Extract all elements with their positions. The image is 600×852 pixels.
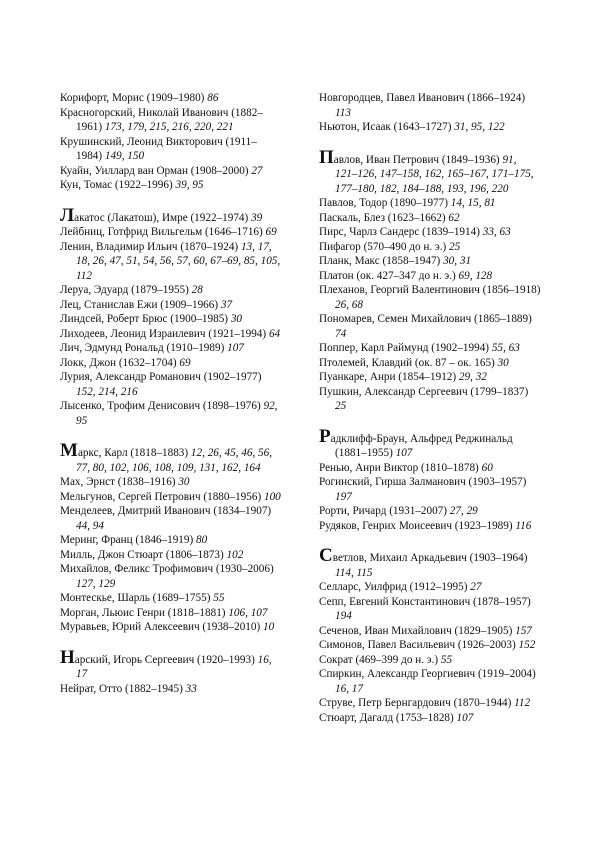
index-entry xyxy=(60,164,282,179)
entry-name: Сепп, Евгений Константинович (1878–1957) xyxy=(319,595,531,608)
index-entry xyxy=(319,711,541,726)
index-letter-group xyxy=(60,204,282,429)
entry-page-numbers: 107 xyxy=(456,711,474,724)
index-entry xyxy=(60,399,282,428)
entry-name: Кун, Томас (1922–1996) xyxy=(60,179,173,191)
entry-page-numbers: 31, 95, 122 xyxy=(454,121,505,133)
entry-page-numbers: 197 xyxy=(335,490,352,503)
entry-page-numbers: 69 xyxy=(179,356,191,369)
entry-name: Лейбниц, Готфрид Вильгельм (1646–1716) xyxy=(60,226,263,238)
entry-page-numbers: 112 xyxy=(514,697,531,709)
index-entry xyxy=(319,146,541,197)
entry-page-numbers: 106, 107 xyxy=(228,606,268,619)
entry-name: Ренью, Анри Виктор (1810–1878) xyxy=(319,461,479,474)
entry-name: Морган, Льюис Генри (1818–1881) xyxy=(60,606,226,619)
entry-name: адклифф-Браун, Альфред Реджинальд (1881–1955) xyxy=(330,432,513,459)
entry-page-numbers: 107 xyxy=(227,342,244,354)
entry-page-numbers: 100 xyxy=(263,490,281,503)
entry-page-numbers: 91, 121–126, 147–158, 162, 165–167, 171–175, 177–180, 182, 184–188, 193, 196, 220 xyxy=(335,153,534,195)
entry-name: Лец, Станислав Ежи (1909–1966) xyxy=(60,298,219,311)
entry-page-numbers: 69, 128 xyxy=(458,269,493,282)
entry-page-numbers: 114, 115 xyxy=(335,566,373,579)
index-letter-group xyxy=(319,146,541,414)
index-entry xyxy=(60,312,282,327)
index-entry xyxy=(60,91,282,106)
entry-name: Пифагор (570–490 до н. э.) xyxy=(319,240,447,253)
index-entry xyxy=(319,696,541,711)
entry-name: аркс, Карл (1818–1883) xyxy=(77,447,189,459)
entry-page-numbers: 12, 26, 45, 46, 56, 77, 80, 102, 106, 108, 109, 131, 162, 164 xyxy=(76,447,273,474)
entry-page-numbers: 152 xyxy=(518,639,536,651)
index-entry xyxy=(319,120,541,135)
index-entry xyxy=(319,225,541,240)
entry-name: Лиходеев, Леонид Израилевич (1921–1994) xyxy=(60,327,267,340)
entry-name: ветлов, Михаил Аркадьевич (1903–1964) xyxy=(332,552,528,564)
entry-page-numbers: 194 xyxy=(335,610,352,622)
entry-page-numbers: 92, 95 xyxy=(76,400,278,427)
entry-page-numbers: 25 xyxy=(335,400,347,412)
entry-page-numbers: 26, 68 xyxy=(335,298,363,311)
index-entry xyxy=(319,624,541,639)
index-entry xyxy=(319,254,541,269)
entry-name: Ньютон, Исаак (1643–1727) xyxy=(319,121,452,133)
entry-name: Павлов, Тодор (1890–1977) xyxy=(319,197,448,209)
section-initial-letter: Н xyxy=(60,646,75,668)
index-letter-group xyxy=(319,425,541,534)
entry-page-numbers: 64 xyxy=(268,327,281,340)
entry-name: Симонов, Павел Васильевич (1926–2003) xyxy=(319,639,516,651)
entry-page-numbers: 44, 94 xyxy=(76,519,104,532)
entry-page-numbers: 113 xyxy=(335,106,351,119)
entry-page-numbers: 30, 31 xyxy=(443,255,472,267)
entry-name: Куайн, Уиллард ван Орман (1908–2000) xyxy=(60,164,249,177)
index-entry xyxy=(60,327,282,342)
entry-name: Менделеев, Дмитрий Иванович (1834–1907) xyxy=(60,505,272,517)
index-entry xyxy=(319,595,541,624)
index-entry xyxy=(319,461,541,476)
entry-name: Нейрат, Отто (1882–1945) xyxy=(60,682,183,695)
entry-page-numbers: 30 xyxy=(178,476,190,488)
entry-page-numbers: 55, 63 xyxy=(491,342,520,354)
entry-page-numbers: 33 xyxy=(185,682,197,695)
entry-page-numbers: 55 xyxy=(440,653,453,666)
index-entry xyxy=(319,269,541,284)
index-entry xyxy=(319,653,541,668)
entry-page-numbers: 25 xyxy=(449,240,461,253)
index-entry xyxy=(319,580,541,595)
entry-page-numbers: 55 xyxy=(213,592,225,604)
index-entry xyxy=(319,638,541,653)
entry-page-numbers: 27 xyxy=(251,164,263,177)
entry-name: Леруа, Эдуард (1879–1955) xyxy=(60,284,189,296)
entry-name: Лысенко, Трофим Денисович (1898–1976) xyxy=(60,400,261,412)
entry-page-numbers: 16, 17 xyxy=(76,653,272,680)
entry-page-numbers: 127, 129 xyxy=(76,577,116,590)
section-initial-letter: С xyxy=(319,545,333,566)
entry-name: Лурия, Александр Романович (1902–1977) xyxy=(60,371,262,383)
index-entry xyxy=(319,91,541,120)
entry-name: арский, Игорь Сергеевич (1920–1993) xyxy=(74,653,255,666)
index-entry xyxy=(60,533,282,548)
entry-page-numbers: 116 xyxy=(515,519,532,532)
index-entry xyxy=(60,135,282,164)
entry-name: Мах, Эрнст (1838–1916) xyxy=(60,476,176,488)
entry-name: Рорти, Ричард (1931–2007) xyxy=(319,505,447,517)
entry-name: Крушинский, Леонид Викторович (1911–1984) xyxy=(60,135,257,162)
entry-page-numbers: 60 xyxy=(481,461,493,474)
index-entry xyxy=(319,240,541,255)
entry-page-numbers: 27, 29 xyxy=(449,505,478,517)
index-letter-group xyxy=(60,91,282,193)
entry-name: Новгородцев, Павел Иванович (1866–1924) xyxy=(319,92,526,104)
index-entry xyxy=(60,620,282,635)
entry-page-numbers: 152, 214, 216 xyxy=(76,385,138,398)
index-entry xyxy=(60,298,282,313)
entry-name: Струве, Петр Бернгардович (1870–1944) xyxy=(319,697,512,709)
index-letter-group xyxy=(60,440,282,635)
entry-page-numbers: 157 xyxy=(515,624,532,637)
entry-page-numbers: 86 xyxy=(207,92,219,104)
entry-name: Плеханов, Георгий Валентинович (1856–1918) xyxy=(319,284,541,296)
index-entry xyxy=(60,283,282,298)
entry-name: Птолемей, Клавдий (ок. 87 – ок. 165) xyxy=(319,356,495,369)
entry-page-numbers: 37 xyxy=(220,298,233,311)
entry-page-numbers: 16, 17 xyxy=(335,682,363,695)
entry-page-numbers: 39 xyxy=(251,211,263,224)
group-divider xyxy=(319,533,541,549)
entry-name: Рогинский, Гирша Залманович (1903–1957) xyxy=(319,476,527,488)
entry-name: Линдсей, Роберт Брюс (1900–1985) xyxy=(60,313,229,325)
entry-name: авлов, Иван Петрович (1849–1936) xyxy=(333,153,500,166)
section-initial-letter: П xyxy=(319,146,334,168)
index-entry xyxy=(319,425,541,461)
entry-page-numbers: 29, 32 xyxy=(458,371,487,383)
index-entry xyxy=(60,606,282,621)
entry-name: Меринг, Франц (1846–1919) xyxy=(60,534,194,546)
entry-name: Мельгунов, Сергей Петрович (1880–1956) xyxy=(60,490,262,503)
index-entry xyxy=(60,591,282,606)
index-column-left xyxy=(60,91,282,696)
index-entry xyxy=(60,225,282,240)
index-entry xyxy=(60,646,282,682)
entry-name: Стюарт, Дагалд (1753–1828) xyxy=(319,711,454,724)
section-initial-letter: Р xyxy=(319,425,331,447)
entry-name: Локк, Джон (1632–1704) xyxy=(60,356,177,369)
index-letter-group xyxy=(60,646,282,697)
index-entry xyxy=(60,370,282,399)
group-divider xyxy=(319,414,541,430)
entry-name: Селларс, Уилфрид (1912–1995) xyxy=(319,581,468,593)
index-entry xyxy=(60,240,282,284)
entry-name: Корифорт, Морис (1909–1980) xyxy=(60,92,205,104)
index-entry xyxy=(60,562,282,591)
entry-name: Монтескье, Шарль (1689–1755) xyxy=(60,592,211,604)
index-entry xyxy=(60,548,282,563)
index-entry xyxy=(60,440,282,475)
index-entry xyxy=(60,204,282,226)
index-entry xyxy=(319,356,541,371)
index-entry xyxy=(60,504,282,533)
entry-name: Милль, Джон Стюарт (1806–1873) xyxy=(60,548,224,561)
index-entry xyxy=(60,475,282,490)
index-entry xyxy=(60,490,282,505)
index-entry xyxy=(319,312,541,341)
entry-name: Пономарев, Семен Михайлович (1865–1889) xyxy=(319,313,532,325)
index-entry xyxy=(319,667,541,696)
index-entry xyxy=(60,106,282,135)
entry-name: Спиркин, Александр Георгиевич (1919–2004) xyxy=(319,668,536,680)
index-entry xyxy=(319,341,541,356)
entry-name: Михайлов, Феликс Трофимович (1930–2006) xyxy=(60,563,274,575)
entry-page-numbers: 10 xyxy=(263,621,275,633)
group-divider xyxy=(319,135,541,151)
entry-page-numbers: 80 xyxy=(196,534,208,546)
entry-page-numbers: 107 xyxy=(395,447,413,459)
entry-name: Сократ (469–399 до н. э.) xyxy=(319,653,439,666)
index-entry xyxy=(319,545,541,580)
group-divider xyxy=(60,193,282,209)
index-letter-group xyxy=(319,545,541,725)
entry-name: Лич, Эдмунд Рональд (1910–1989) xyxy=(60,342,225,354)
index-entry xyxy=(319,385,541,414)
index-entry xyxy=(60,178,282,193)
entry-page-numbers: 27 xyxy=(470,581,482,593)
index-letter-group xyxy=(319,91,541,135)
index-entry xyxy=(319,519,541,534)
index-entry xyxy=(319,475,541,504)
entry-page-numbers: 173, 179, 215, 216, 220, 221 xyxy=(104,121,234,133)
index-entry xyxy=(319,283,541,312)
entry-name: Красногорский, Николай Иванович (1882–1961) xyxy=(60,106,263,133)
section-initial-letter: Л xyxy=(60,204,75,226)
entry-page-numbers: 28 xyxy=(191,284,203,296)
entry-name: Ленин, Владимир Ильич (1870–1924) xyxy=(60,240,239,253)
index-entry xyxy=(319,196,541,211)
section-initial-letter: М xyxy=(60,440,78,461)
entry-name: Пуанкаре, Анри (1854–1912) xyxy=(319,371,457,383)
entry-name: Муравьев, Юрий Алексеевич (1938–2010) xyxy=(60,621,261,633)
entry-page-numbers: 30 xyxy=(230,313,242,325)
entry-name: Пушкин, Александр Сергеевич (1799–1837) xyxy=(319,385,529,398)
entry-page-numbers: 102 xyxy=(226,548,244,561)
index-entry xyxy=(60,356,282,371)
entry-page-numbers: 69 xyxy=(265,226,277,238)
index-column-right xyxy=(319,91,541,725)
entry-page-numbers: 30 xyxy=(497,356,509,369)
index-entry xyxy=(319,211,541,226)
entry-name: Паскаль, Блез (1623–1662) xyxy=(319,211,446,224)
entry-name: Планк, Макс (1858–1947) xyxy=(319,255,441,267)
entry-page-numbers: 33, 63 xyxy=(482,226,511,238)
entry-page-numbers: 13, 17, 18, 26, 47, 51, 54, 56, 57, 60, 67–69, 85, 105, 112 xyxy=(76,240,281,282)
entry-page-numbers: 149, 150 xyxy=(104,150,145,162)
entry-name: Сеченов, Иван Михайлович (1829–1905) xyxy=(319,624,513,637)
entry-page-numbers: 62 xyxy=(448,211,460,224)
index-entry xyxy=(319,504,541,519)
index-entry xyxy=(319,370,541,385)
index-entry xyxy=(60,682,282,697)
group-divider xyxy=(60,635,282,651)
entry-name: Платон (ок. 427–347 до н. э.) xyxy=(319,269,456,282)
entry-page-numbers: 39, 95 xyxy=(175,179,204,191)
entry-page-numbers: 74 xyxy=(335,327,347,340)
entry-name: Поппер, Карл Раймунд (1902–1994) xyxy=(319,342,490,354)
group-divider xyxy=(60,428,282,444)
index-entry xyxy=(60,341,282,356)
entry-name: акатос (Лакатош), Имре (1922–1974) xyxy=(74,211,249,224)
entry-name: Пирс, Чарлз Сандерс (1839–1914) xyxy=(319,226,480,238)
entry-page-numbers: 14, 15, 81 xyxy=(450,197,496,209)
entry-name: Рудяков, Генрих Моисеевич (1923–1989) xyxy=(319,519,513,532)
